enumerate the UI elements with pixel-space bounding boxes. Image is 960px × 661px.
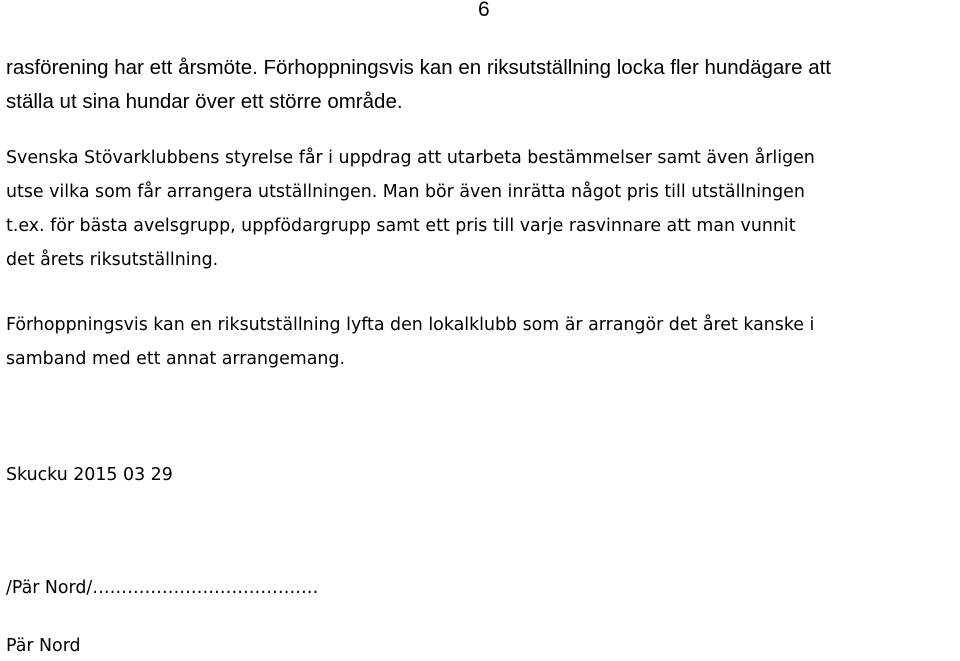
- paragraph-line: Förhoppningsvis kan en riksutställning lyfta den lokalklubb som är arrangör det året kanske i: [6, 315, 815, 335]
- paragraph-2: [6, 141, 960, 277]
- paragraph-line: ställa ut sina hundar över ett större område.: [6, 90, 403, 113]
- paragraph-1: [6, 51, 960, 119]
- paragraph-line: t.ex. för bästa avelsgrupp, uppfödargrupp samt ett pris till varje rasvinnare att man vunnit: [6, 216, 796, 236]
- paragraph-line: samband med ett annat arrangemang.: [6, 349, 345, 369]
- place-and-date: Skucku 2015 03 29: [6, 465, 173, 485]
- paragraph-line: Svenska Stövarklubbens styrelse får i uppdrag att utarbeta bestämmelser samt även årligen: [6, 148, 815, 168]
- signature-line: /Pär Nord/…………………………………: [6, 578, 319, 598]
- paragraph-3: [6, 308, 960, 376]
- signatory-name: Pär Nord: [6, 636, 81, 656]
- paragraph-line: utse vilka som får arrangera utställningen. Man bör även inrätta något pris till utställningen: [6, 182, 805, 202]
- paragraph-line: det årets riksutställning.: [6, 250, 219, 270]
- paragraph-line: rasförening har ett årsmöte. Förhoppningsvis kan en riksutställning locka fler hundägare att: [6, 56, 832, 79]
- page-number: 6: [478, 0, 490, 21]
